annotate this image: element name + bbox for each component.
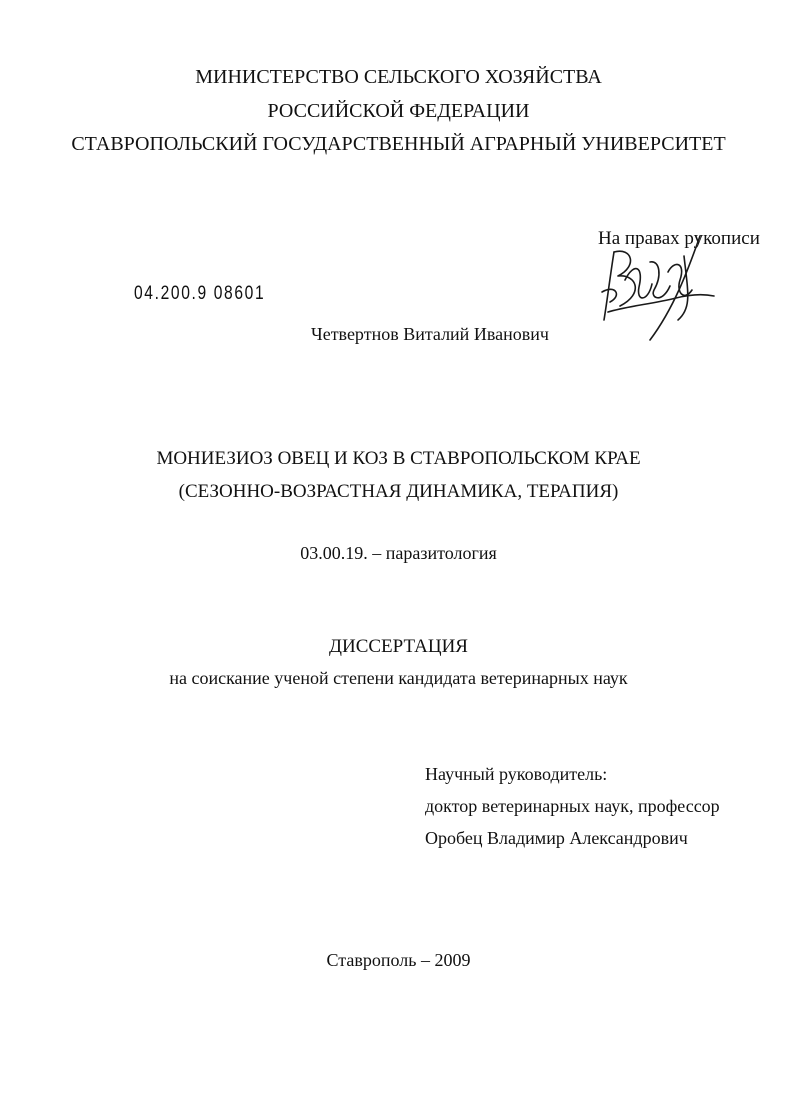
- signature-icon: [592, 232, 732, 352]
- dissertation-title-line2: (СЕЗОННО-ВОЗРАСТНАЯ ДИНАМИКА, ТЕРАПИЯ): [178, 481, 619, 502]
- specialty: 03.00.19. – паразитология: [300, 543, 497, 563]
- degree-line: на соискание ученой степени кандидата ветеринарных наук: [169, 668, 628, 688]
- work-type: ДИССЕРТАЦИЯ: [329, 636, 468, 657]
- supervisor-label: Научный руководитель:: [425, 764, 608, 784]
- supervisor-name: Оробец Владимир Александрович: [425, 828, 688, 848]
- university-line: СТАВРОПОЛЬСКИЙ ГОСУДАРСТВЕННЫЙ АГРАРНЫЙ УНИВЕРСИТЕТ: [71, 133, 726, 155]
- manuscript-note: На правах рукописи: [598, 228, 760, 249]
- city-year: Ставрополь – 2009: [326, 950, 471, 970]
- ministry-line: МИНИСТЕРСТВО СЕЛЬСКОГО ХОЗЯЙСТВА: [195, 66, 602, 88]
- dissertation-title-line1: МОНИЕЗИОЗ ОВЕЦ И КОЗ В СТАВРОПОЛЬСКОМ КРАЕ: [156, 448, 641, 469]
- supervisor-title: доктор ветеринарных наук, профессор: [425, 796, 720, 816]
- federation-line: РОССИЙСКОЙ ФЕДЕРАЦИИ: [267, 100, 530, 122]
- author-name: Четвертнов Виталий Иванович: [311, 324, 549, 344]
- registration-number: 04.200.9 08601: [134, 283, 266, 304]
